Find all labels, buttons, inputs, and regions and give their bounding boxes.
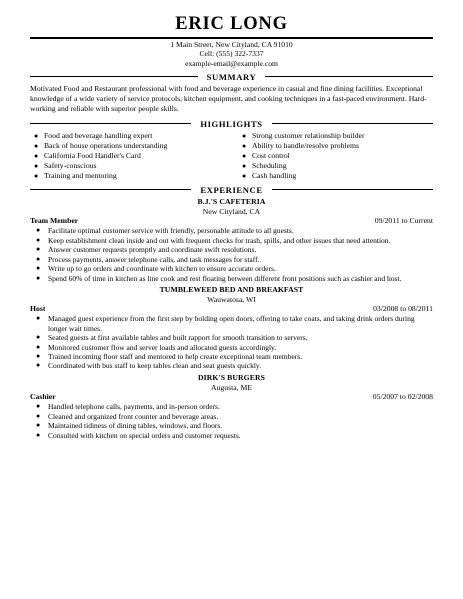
list-item: ● Write up to go orders and coordinate with kitchen to ensure accurate orders. bbox=[36, 264, 276, 274]
list-item: ● Training and mentoring bbox=[34, 170, 117, 180]
list-item: ● California Food Handler's Card bbox=[34, 150, 141, 160]
bullet-icon: ● bbox=[36, 402, 41, 411]
contact-email[interactable]: example-email@example.com bbox=[185, 58, 278, 68]
bullet-icon: ● bbox=[242, 171, 247, 180]
job-dates: 03/2008 to 08/2011 bbox=[373, 304, 433, 314]
list-item: ● Trained incoming floor staff and mentored to help create exceptional team members. bbox=[36, 352, 303, 362]
bullet-icon: ● bbox=[36, 430, 41, 439]
highlights-heading bbox=[30, 119, 433, 129]
bullet-icon: ● bbox=[34, 161, 39, 170]
company-location: Augusta, ME bbox=[211, 382, 252, 392]
highlights-list bbox=[30, 131, 433, 181]
job-entry bbox=[30, 197, 433, 283]
bullet-icon: ● bbox=[242, 151, 247, 160]
list-item: ● Safety-conscious bbox=[34, 160, 97, 170]
bullet-icon: ● bbox=[36, 342, 41, 351]
bullet-icon: ● bbox=[242, 131, 247, 140]
bullet-icon: ● bbox=[36, 361, 41, 370]
contact-phone: Cell: (555) 322-7337 bbox=[199, 49, 264, 59]
list-item: ● Facilitate optimal customer service with friendly, personable attitude to all guests. bbox=[36, 226, 294, 236]
bullet-icon: ● bbox=[36, 226, 41, 235]
name-divider bbox=[30, 37, 433, 39]
heading-rule-right bbox=[272, 189, 433, 190]
bullet-icon: ● bbox=[242, 141, 247, 150]
summary-heading bbox=[30, 72, 433, 82]
bullet-icon: ● bbox=[36, 264, 41, 273]
job-dates: 05/2007 to 02/2008 bbox=[372, 392, 433, 402]
bullet-icon: ● bbox=[36, 235, 41, 244]
bullet-icon: ● bbox=[36, 411, 41, 420]
list-item: ● Handled telephone calls, payments, and in-person orders. bbox=[36, 402, 220, 412]
list-item: ● Answer customer requests promptly and coordinate swift resolutions. bbox=[36, 245, 257, 255]
list-item: ● Spend 60% of time in kitchen as line cook and rest floating between different front positions such as cashier and host. bbox=[36, 273, 402, 283]
list-item: ● Scheduling bbox=[242, 160, 287, 170]
bullet-icon: ● bbox=[36, 314, 41, 323]
highlights-left-column bbox=[34, 131, 242, 181]
job-entry bbox=[30, 285, 433, 371]
contact-address: 1 Main Street, New Cityland, CA 91010 bbox=[170, 40, 293, 49]
list-item: ● Monitored customer flow and server loads and allocated guests accordingly. bbox=[36, 342, 277, 352]
heading-rule-left bbox=[30, 123, 191, 124]
duties-list bbox=[30, 402, 433, 440]
experience-heading-label: EXPERIENCE bbox=[200, 184, 263, 195]
list-item: ● Managed guest experience from the first step by holding open doors, offering to take coats, and taking drink orders during longer wait times. bbox=[36, 314, 415, 333]
bullet-icon: ● bbox=[34, 141, 39, 150]
heading-rule-left bbox=[30, 76, 198, 77]
bullet-icon: ● bbox=[36, 421, 41, 430]
duties-list bbox=[30, 226, 433, 282]
company-name: DIRK'S BURGERS bbox=[198, 372, 265, 382]
list-item: ● Strong customer relationship builder bbox=[242, 130, 365, 140]
list-item: ● Ability to handle/resolve problems bbox=[242, 140, 359, 150]
summary-heading-label: SUMMARY bbox=[206, 71, 257, 82]
list-item: ● Keep establishment clean inside and out with frequent checks for trash, spills, and other issues that need attention. bbox=[36, 235, 391, 245]
heading-rule-right bbox=[265, 76, 433, 77]
bullet-icon: ● bbox=[36, 254, 41, 263]
bullet-icon: ● bbox=[34, 171, 39, 180]
list-item: ● Seated guests at first available tables and built rapport for smooth transition to servers. bbox=[36, 333, 308, 343]
bullet-icon: ● bbox=[36, 333, 41, 342]
summary-text: Motivated Food and Restaurant professional with food and beverage experience in casual and fine dining facilities. Exceptional knowledge of a wide variety of service protocols, kitchen equipment, and cooking techniques in a fast-paced environment. Hard-working and reliable with superior people skills. bbox=[30, 83, 427, 114]
company-location: New Cityland, CA bbox=[202, 206, 261, 216]
bullet-icon: ● bbox=[242, 161, 247, 170]
job-entry bbox=[30, 373, 433, 440]
list-item: ● Consulted with kitchen on special orders and customer requests. bbox=[36, 430, 241, 440]
contact-block bbox=[30, 40, 433, 68]
list-item: ● Maintained tidiness of dining tables, windows, and floors. bbox=[36, 421, 223, 431]
job-title: Host bbox=[30, 304, 46, 314]
list-item: ● Back of house operations understanding bbox=[34, 140, 168, 150]
bullet-icon: ● bbox=[36, 352, 41, 361]
company-name: TUMBLEWEED BED AND BREAKFAST bbox=[159, 284, 304, 294]
role-row bbox=[30, 216, 433, 226]
bullet-icon: ● bbox=[36, 245, 41, 254]
highlights-right-column bbox=[242, 131, 365, 181]
job-title: Cashier bbox=[30, 392, 56, 402]
company-location: Wauwatosa, WI bbox=[207, 294, 256, 304]
list-item: ● Process payments, answer telephone calls, and task messages for staff. bbox=[36, 254, 260, 264]
heading-rule-right bbox=[272, 123, 433, 124]
job-title: Team Member bbox=[30, 216, 79, 226]
experience-heading bbox=[30, 185, 433, 195]
role-row bbox=[30, 304, 433, 314]
list-item: ● Coordinated with bus staff to keep tables clean and seat guests quickly. bbox=[36, 361, 262, 371]
list-item: ● Food and beverage handling expert bbox=[34, 130, 153, 140]
list-item: ● Cash handling bbox=[242, 170, 297, 180]
bullet-icon: ● bbox=[34, 131, 39, 140]
bullet-icon: ● bbox=[36, 273, 41, 282]
list-item: ● Cost control bbox=[242, 150, 290, 160]
candidate-name: ERIC LONG bbox=[175, 14, 288, 34]
duties-list bbox=[30, 314, 433, 370]
job-dates: 09/2011 to Current bbox=[374, 216, 433, 226]
list-item: ● Cleaned and organized front counter and beverage areas. bbox=[36, 411, 219, 421]
company-name: B.J.'S CAFETERIA bbox=[197, 196, 266, 206]
heading-rule-left bbox=[30, 189, 191, 190]
role-row bbox=[30, 392, 433, 402]
bullet-icon: ● bbox=[34, 151, 39, 160]
highlights-heading-label: HIGHLIGHTS bbox=[200, 118, 263, 129]
